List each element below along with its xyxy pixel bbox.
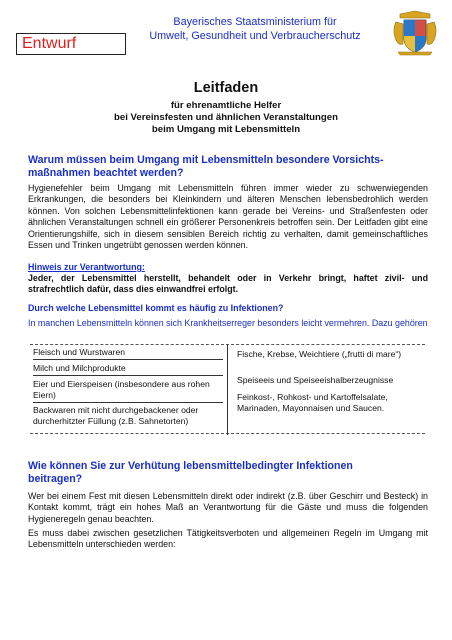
infections-paragraph: In manchen Lebensmitteln können sich Krankheitserreger besonders leicht vermehren. Dazu gehören — [28, 318, 428, 328]
list-item: Milch und Milchprodukte — [33, 363, 223, 376]
document-subtitle — [20, 100, 432, 136]
heading-line-2: maßnahmen beachtet werden? — [28, 167, 184, 179]
heading-line-1: Warum müssen beim Umgang mit Lebensmitteln besondere Vorsichts- — [28, 154, 384, 166]
list-item: Fleisch und Wurstwaren — [33, 347, 223, 360]
risk-foods-table — [30, 344, 425, 434]
draft-label: Entwurf — [16, 33, 126, 55]
hint-body: Jeder, der Lebensmittel herstellt, behandelt oder in Verkehr bringt, haftet zivil- und strafrechtlich dafür, dass dies einwandfrei erfolgt. — [28, 273, 428, 295]
prevention-paragraph-1: Wer bei einem Fest mit diesen Lebensmitteln direkt oder indirekt (z.B. über Geschirr und Besteck) in Kontakt kommt, trägt ein hohes Maß an Verantwortung für die Gäste und muss die folgenden Hygieneregeln genau beachten. — [28, 491, 428, 524]
risk-foods-right-column — [234, 345, 424, 435]
section-heading-why — [28, 154, 430, 180]
ministry-name — [135, 15, 375, 43]
section-heading-infections: Durch welche Lebensmittel kommt es häufig zu Infektionen? — [28, 303, 284, 313]
ministry-line-1: Bayerisches Staatsministerium für — [173, 16, 337, 28]
coat-of-arms-icon — [390, 10, 440, 56]
heading-line-1: Wie können Sie zur Verhütung lebensmittelbedingter Infektionen — [28, 460, 353, 472]
document-title: Leitfaden — [193, 80, 259, 96]
subtitle-line-3: beim Umgang mit Lebensmitteln — [151, 124, 301, 135]
list-item: Fische, Krebse, Weichtiere („frutti di mare“) — [237, 349, 402, 359]
subtitle-line-2: bei Vereinsfesten und ähnlichen Veranstaltungen — [114, 112, 338, 123]
risk-foods-left-column — [30, 345, 228, 435]
list-item: Eier und Eierspeisen (insbesondere aus rohen Eiern) — [33, 379, 223, 403]
list-item: Backwaren mit nicht durchgebackener oder durcherhitzter Füllung (z.B. Sahnetorten) — [33, 405, 199, 426]
list-item: Feinkost-, Rohkost- und Kartoffelsalate, Marinaden, Mayonnaisen und Saucen. — [237, 392, 388, 413]
ministry-line-2: Umwelt, Gesundheit und Verbraucherschutz — [149, 30, 361, 42]
section-heading-prevention — [28, 460, 430, 486]
list-item: Speiseeis und Speiseeishalberzeugnisse — [237, 375, 394, 385]
hint-heading: Hinweis zur Verantwortung: — [28, 262, 145, 272]
prevention-paragraph-2: Es muss dabei zwischen gesetzlichen Tätigkeitsverboten und allgemeinen Regeln im Umgang mit Lebensmitteln unterschieden werden: — [28, 528, 428, 550]
heading-line-2: beitragen? — [28, 473, 83, 485]
intro-paragraph: Hygienefehler beim Umgang mit Lebensmitteln führen immer wieder zu schwerwiegenden Erkrankungen, die besonders bei Kleinkindern und älteren Menschen lebensbedrohlich werden können. Von solchen Lebensmittelinfektionen kann gerade bei Vereins- und Straßenfesten oder ähnlichen Veranstaltungen schnell ein größerer Personenkreis betroffen sein. Der Leitfaden gibt eine Orientierungshilfe, sich in diesem sensiblen Bereich richtig zu verhalten, damit gemeinschaftliches Essen und Trinken ungetrübt genossen werden können. — [28, 183, 428, 251]
subtitle-line-1: für ehrenamtliche Helfer — [170, 100, 282, 111]
